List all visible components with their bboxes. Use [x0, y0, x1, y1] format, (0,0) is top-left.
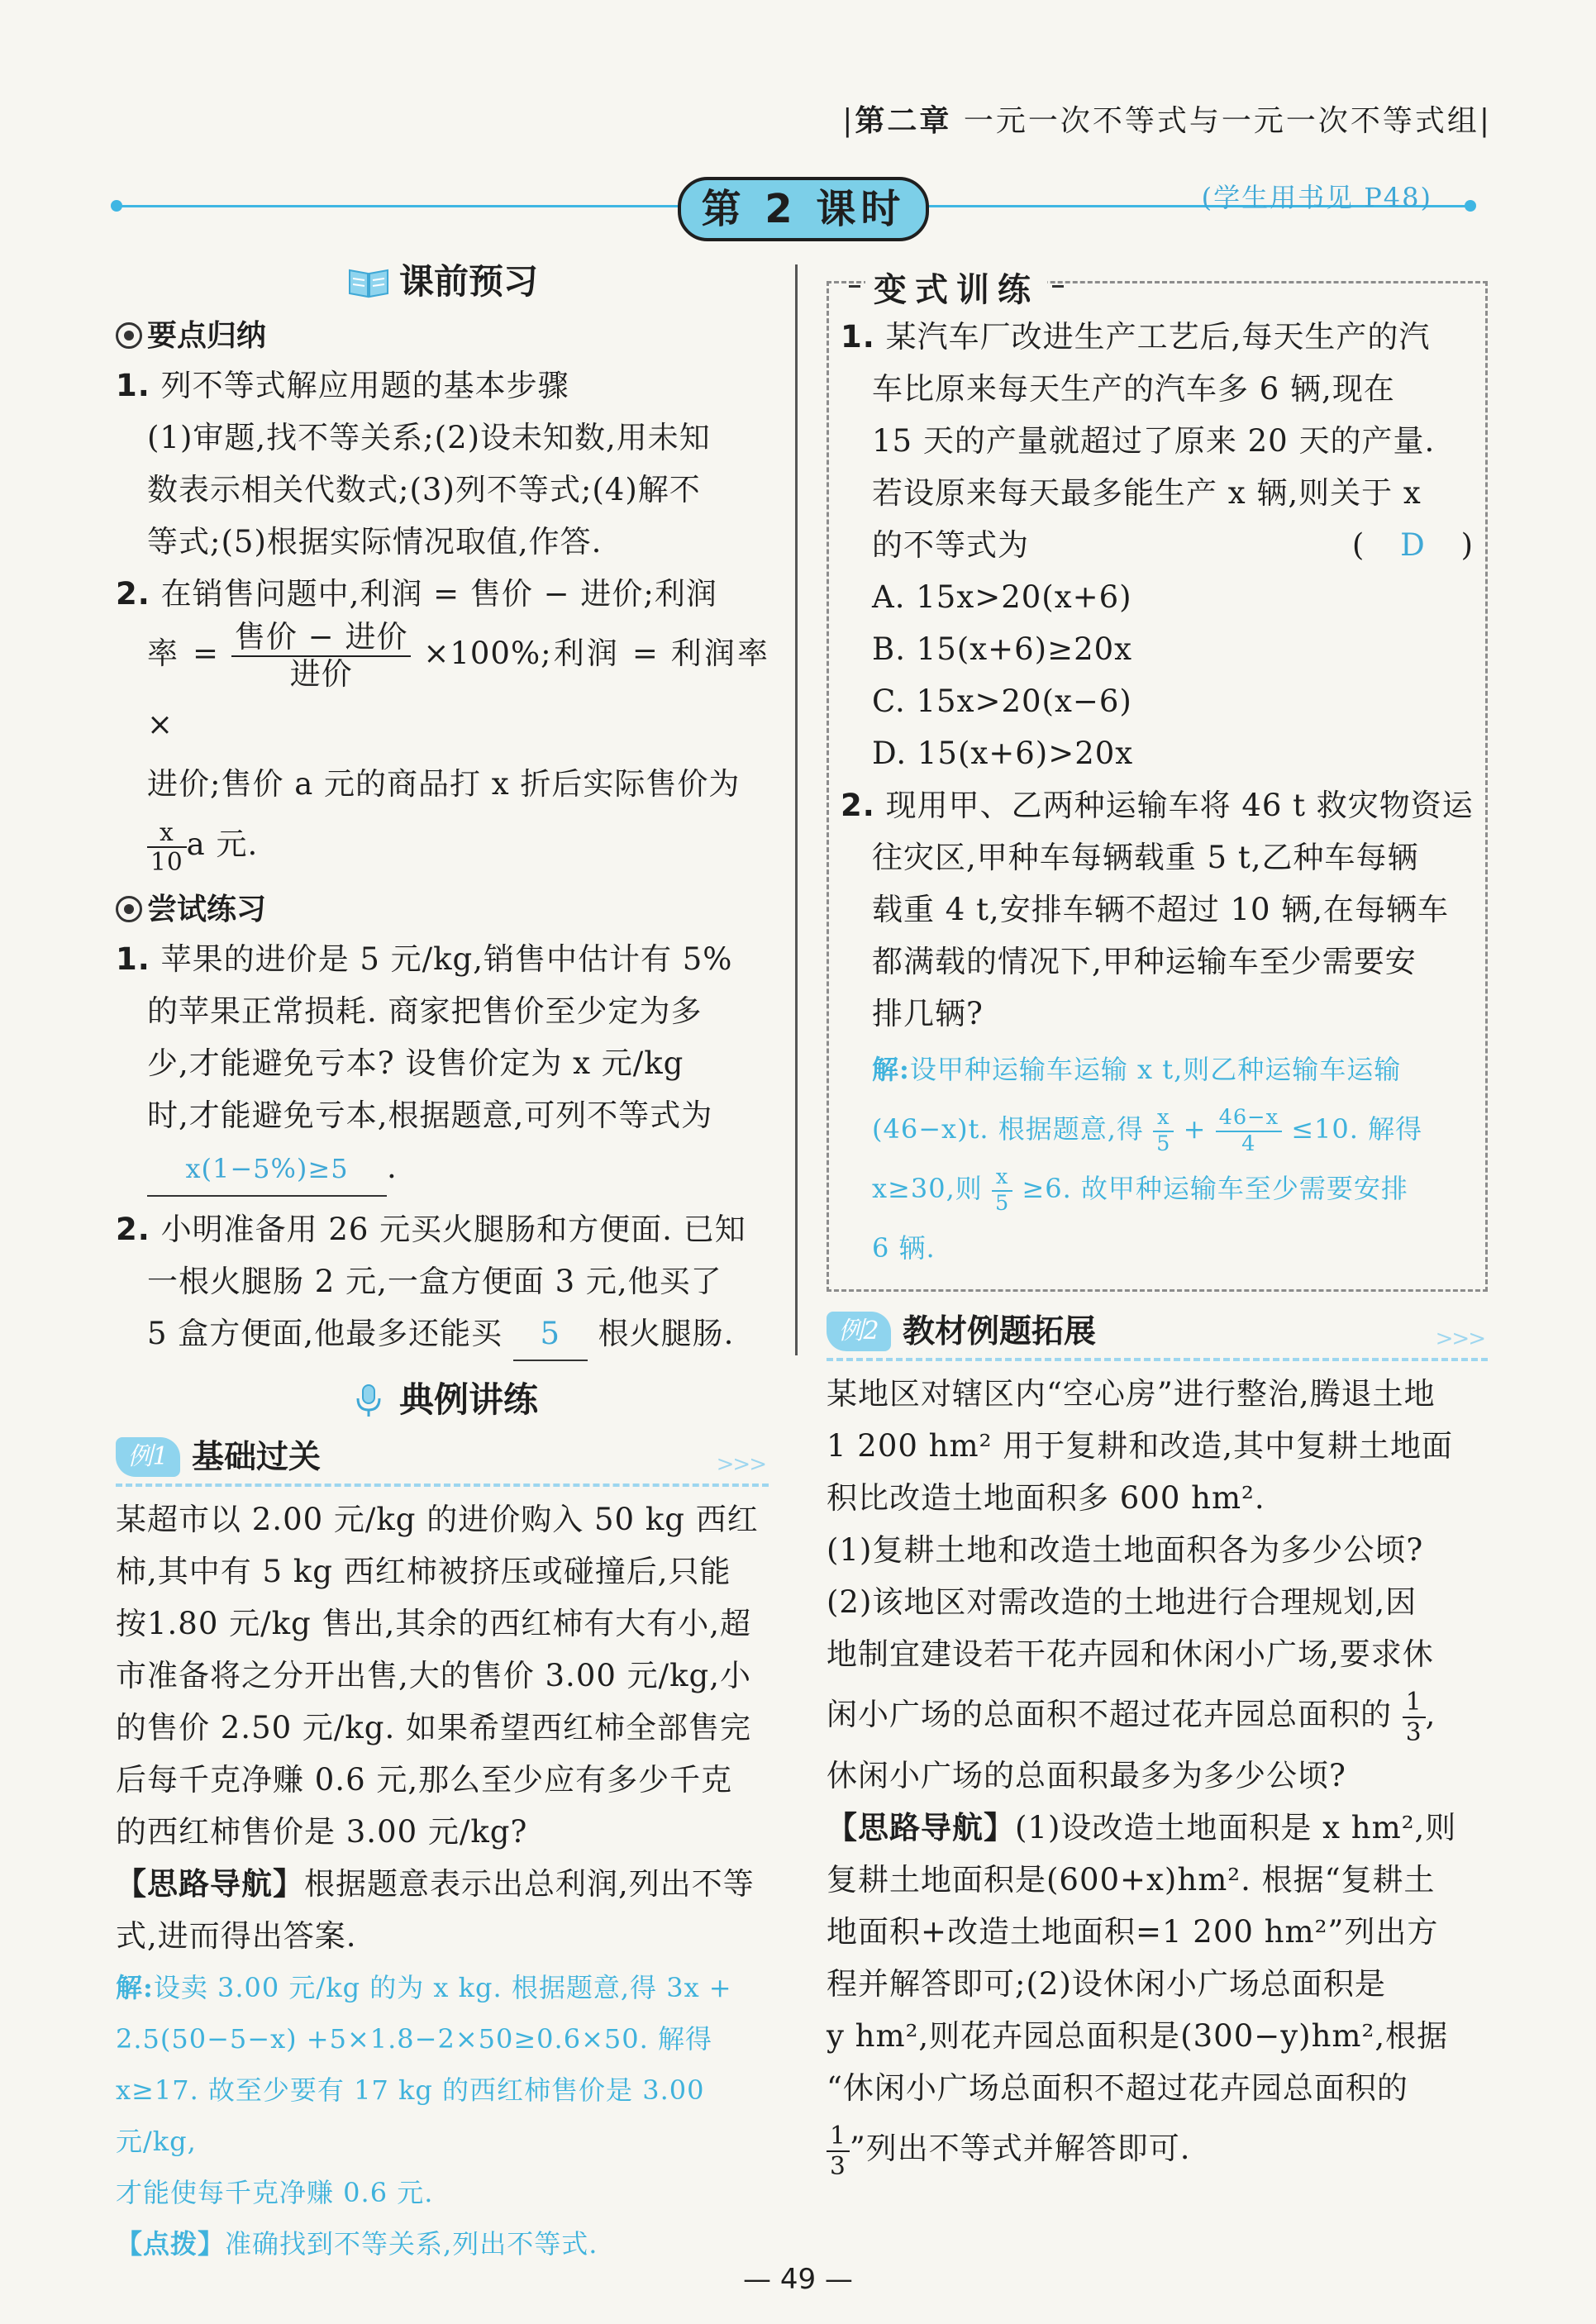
guide-label: 【思路导航】	[116, 1865, 304, 1903]
key-point-1: 1. 列不等式解应用题的基本步骤 (1)审题,找不等关系;(2)设未知数,用未知 数表示相关代数式;(3)列不等式;(4)解不 等式;(5)根据实际情况取值,作答.	[116, 368, 711, 560]
target-icon	[116, 896, 142, 922]
variant-2-solution: 解:设甲种运输车运输 x t,则乙种运输车运输 (46−x)t. 根据题意,得 $\frac{x}{5}$ + $\frac{46-x}{4}$ ≤10. 解得 x≥30,则 $\frac{x}{5}$ ≥6. 故甲种运输车至少需要安排 6 辆.	[872, 1054, 1423, 1264]
arrows-icon: >>>	[1435, 1326, 1484, 1351]
practice-1-answer: x(1−5%)≥5	[147, 1143, 387, 1197]
examples-heading-text: 典例讲练	[398, 1379, 538, 1421]
preview-heading-text: 课前预习	[398, 261, 538, 302]
option-a: A. 15x>20(x+6)	[872, 579, 1132, 615]
guide-label: 【思路导航】	[827, 1809, 1015, 1845]
example-1-tag: 例1	[116, 1437, 180, 1477]
example-1-bar	[116, 1436, 769, 1487]
examples-heading	[116, 1373, 769, 1422]
microphone-icon	[346, 1382, 391, 1418]
example-1-title: 基础过关	[192, 1439, 322, 1477]
practice-2-answer: 5	[513, 1307, 588, 1361]
target-icon	[116, 322, 142, 349]
variant-1-answer: D	[1400, 527, 1426, 563]
chapter-title: 一元一次不等式与一元一次不等式组	[963, 104, 1479, 138]
page-number: — 49 —	[743, 2263, 853, 2296]
variant-question-1: 1. 某汽车厂改进生产工艺后,每天生产的汽 车比原来每天生产的汽车多 6 辆,现在 15 天的产量就超过了原来 20 天的产量. 若设原来每天最多能生产 x 辆,则关于 x 的不等式为 ( D ) A. 15x>20(x+6) B. 15(x+6)≥20x C. 15x>20(x−6) D. 15(x+6)>20x	[841, 311, 1474, 779]
column-divider	[795, 264, 798, 1355]
arrows-icon: >>>	[716, 1452, 765, 1478]
answer-parentheses: ( D )	[1351, 527, 1474, 563]
preview-heading	[116, 255, 769, 304]
example-2-bar	[827, 1310, 1488, 1361]
left-column	[116, 248, 769, 2269]
right-column	[827, 248, 1488, 2184]
key-point-2: 2. 在销售问题中,利润 = 售价 − 进价;利润 率 = $\frac{\text{售价 − 进价}}{\text{进价}}$ ×100%;利润 = 利润率 × 进价;售价 a 元的商品打 x 折后实际售价为 $\frac{x}{10}$ a 元.	[116, 576, 769, 876]
example-2-problem: 某地区对辖区内“空心房”进行整治,腾退土地 1 200 hm² 用于复耕和改造,其中复耕土地面 积比改造土地面积多 600 hm². (1)复耕土地和改造土地面积各为多少公顷? (2)该地区对需改造的土地进行合理规划,因 地制宜建设若干花卉园和休闲小广场,要求休 闲小广场的总面积不超过花卉园总面积的 $\frac{1}{3}$ , 休闲小广场的总面积最多为多少公顷? 【思路导航】(1)设改造土地面积是 x hm²,则 复耕土地面积是(600+x)hm². 根据“复耕土 地面积+改造土地面积=1 200 hm²”列出方 程并解答即可;(2)设休闲小广场总面积是 y hm²,则花卉园总面积是(300−y)hm²,根据 “休闲小广场总面积不超过花卉园总面积的 $\frac{1}{3}$ ”列出不等式并解答即可.	[827, 1376, 1457, 2180]
running-head: |第二章 一元一次不等式与一元一次不等式组|	[842, 104, 1492, 138]
variant-training-box	[827, 271, 1488, 1292]
tip-label: 【点拨】	[116, 2228, 226, 2260]
key-points-heading: 要点归纳	[116, 312, 769, 355]
practice-2: 2. 小明准备用 26 元买火腿肠和方便面. 已知 一根火腿肠 2 元,一盒方便面 3 元,他买了 5 盒方便面,他最多还能买 5 根火腿肠.	[116, 1203, 769, 1361]
option-d: D. 15(x+6)>20x	[872, 736, 1134, 771]
example-1-problem: 某超市以 2.00 元/kg 的进价购入 50 kg 西红 柿,其中有 5 kg 西红柿被挤压或碰撞后,只能 按1.80 元/kg 售出,其余的西红柿有大有小,超 市准备将之分开出售,大的售价 3.00 元/kg,小 的售价 2.50 元/kg. 如果希望西红柿全部售完 后每千克净赚 0.6 元,那么至少应有多少千克 的西红柿售价是 3.00 元/kg? 【思路导航】根据题意表示出总利润,列出不等 式,进而得出答案.	[116, 1502, 759, 1955]
practice-heading: 尝试练习	[116, 886, 769, 928]
practice-1: 1. 苹果的进价是 5 元/kg,销售中估计有 5% 的苹果正常损耗. 商家把售价至少定为多 少,才能避免亏本? 设售价定为 x 元/kg 时,才能避免亏本,根据题意,可列不等式为 x(1−5%)≥5 .	[116, 933, 769, 1197]
variant-question-2: 2. 现用甲、乙两种运输车将 46 t 救灾物资运 往灾区,甲种车每辆载重 5 t,乙种车每辆 载重 4 t,安排车辆不超过 10 辆,在每辆车 都满载的情况下,甲种运输车至少需要安 排几辆?	[841, 788, 1474, 1031]
variant-heading: 变式训练	[865, 264, 1047, 311]
option-c: C. 15x>20(x−6)	[872, 683, 1132, 719]
chapter-number: 第二章	[855, 104, 952, 138]
example-2-title: 教材例题拓展	[903, 1313, 1097, 1350]
example-2-tag: 例2	[827, 1312, 891, 1351]
page-reference: (学生用书见 P48)	[1201, 182, 1432, 213]
lesson-title: 第 2 课时	[678, 177, 929, 241]
example-1-solution: 解:设卖 3.00 元/kg 的为 x kg. 根据题意,得 3x + 2.5(50−5−x) +5×1.8−2×50≥0.6×50. 解得 x≥17. 故至少要有 17 kg 的西红柿售价是 3.00 元/kg, 才能使每千克净赚 0.6 元. 【点拨】准确找到不等关系,列出不等式.	[116, 1972, 732, 2260]
option-b: B. 15(x+6)≥20x	[872, 631, 1133, 667]
discount-fraction: $\frac{x}{10}$	[147, 818, 187, 876]
profit-rate-fraction: $\frac{\text{售价 − 进价}}{\text{进价}}$	[231, 620, 412, 692]
book-icon	[346, 264, 391, 300]
